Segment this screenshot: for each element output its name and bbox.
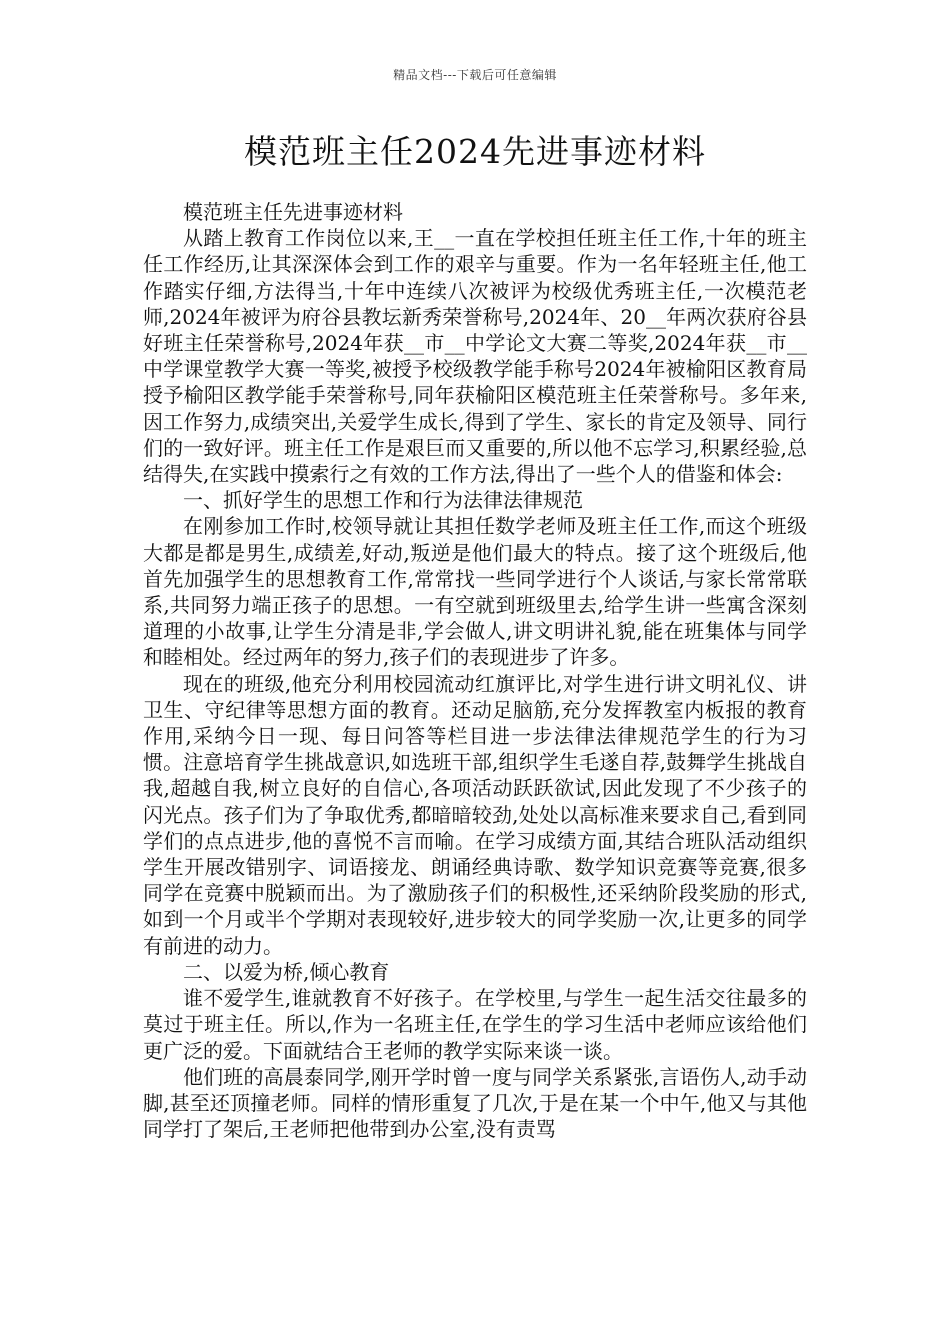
body-paragraph: 在刚参加工作时,校领导就让其担任数学老师及班主任工作,而这个班级大都是都是男生,成绩差,好动,叛逆是他们最大的特点。接了这个班级后,他首先加强学生的思想教育工作,常常找一些同学进行个人谈话,与家长常常联系,共同努力端正孩子的思想。一有空就到班级里去,给学生讲一些寓含深刻道理的小故事,让学生分清是非,学会做人,讲文明讲礼貌,能在班集体与同学和睦相处。经过两年的努力,孩子们的表现进步了许多。 bbox=[143, 514, 807, 670]
section-heading: 二、以爱为桥,倾心教育 bbox=[183, 959, 390, 984]
header-note: 精品文档---下载后可任意编辑 bbox=[393, 68, 557, 82]
body-paragraph: 现在的班级,他充分利用校园流动红旗评比,对学生进行讲文明礼仪、讲卫生、守纪律等思想方面的教育。还动足脑筋,充分发挥教室内板报的教育作用,采纳今日一现、每日问答等栏目进一步法律法律规范学生的行为习惯。注意培育学生挑战意识,如选班干部,组织学生毛遂自荐,鼓舞学生挑战自我,超越自我,树立良好的自信心,各项活动跃跃欲试,因此发现了不少孩子的闪光点。孩子们为了争取优秀,都暗暗较劲,处处以高标准来要求自己,看到同学们的点点进步,他的喜悦不言而喻。在学习成绩方面,其结合班队活动组织学生开展改错别字、词语接龙、朗诵经典诗歌、数学知识竞赛等竞赛,很多同学在竞赛中脱颖而出。为了激励孩子们的积极性,还采纳阶段奖励的形式,如到一个月或半个学期对表现较好,进步较大的同学奖励一次,让更多的同学有前进的动力。 bbox=[143, 671, 807, 958]
subtitle-paragraph: 模范班主任先进事迹材料 bbox=[183, 200, 403, 224]
document-body bbox=[143, 199, 807, 1142]
section-heading: 一、抓好学生的思想工作和行为法律法律规范 bbox=[183, 488, 583, 513]
body-paragraph: 谁不爱学生,谁就教育不好孩子。在学校里,与学生一起生活交往最多的莫过于班主任。所以,作为一名班主任,在学生的学习生活中老师应该给他们更广泛的爱。下面就结合王老师的教学实际来谈一谈。 bbox=[143, 986, 807, 1063]
body-paragraph: 他们班的高晨泰同学,刚开学时曾一度与同学关系紧张,言语伤人,动手动脚,甚至还顶撞老师。同样的情形重复了几次,于是在某一个中午,他又与其他同学打了架后,王老师把他带到办公室,没有责骂 bbox=[143, 1064, 807, 1142]
document-title: 模范班主任2024先进事迹材料 bbox=[244, 132, 706, 171]
body-paragraph: 从踏上教育工作岗位以来,王__一直在学校担任班主任工作,十年的班主任工作经历,让其深深体会到工作的艰辛与重要。作为一名年轻班主任,他工作踏实仔细,方法得当,十年中连续八次被评为校级优秀班主任,一次模范老师,2024年被评为府谷县教坛新秀荣誉称号,2024年、20__年两次获府谷县好班主任荣誉称号,2024年获__市__中学论文大赛二等奖,2024年获__市__中学课堂教学大赛一等奖,被授予校级教学能手称号2024年被榆阳区教育局授予榆阳区教学能手荣誉称号,同年获榆阳区模范班主任荣誉称号。多年来,因工作努力,成绩突出,关爱学生成长,得到了学生、家长的肯定及领导、同行们的一致好评。班主任工作是艰巨而又重要的,所以他不忘学习,积累经验,总结得失,在实践中摸索行之有效的工作方法,得出了一些个人的借鉴和体会: bbox=[143, 226, 807, 487]
